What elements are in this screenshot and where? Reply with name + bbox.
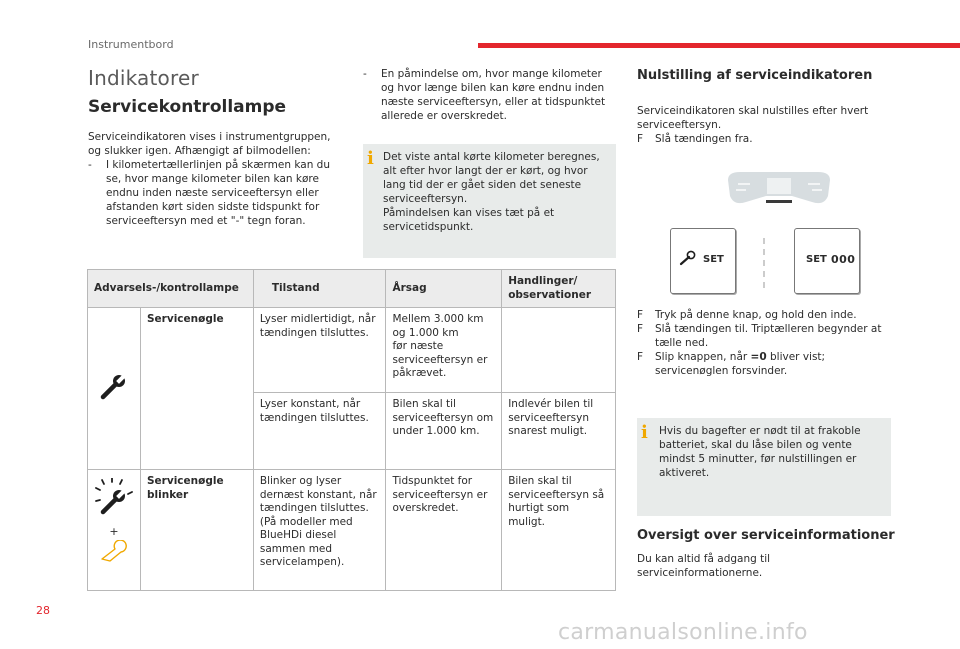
reset-steps <box>637 308 907 378</box>
flashing-wrench-icon <box>94 478 134 518</box>
step-item <box>637 350 907 364</box>
set-button-display[interactable] <box>794 228 860 294</box>
bullet-line: næste serviceeftersyn, eller at tidspunktet <box>381 96 606 108</box>
info-line: alt efter hvor langt der er kørt, og hvor <box>383 165 588 177</box>
bullet-item <box>88 158 348 172</box>
info-icon: i <box>367 148 374 169</box>
reminder-bullet <box>363 67 618 123</box>
wrench-icon <box>99 371 129 401</box>
info-line: Det viste antal kørte kilometer beregnes, <box>383 151 600 163</box>
state-service-wrench: Servicenøgle <box>141 308 254 470</box>
bullet-line: endnu inden næste serviceeftersyn eller <box>106 187 319 199</box>
step-text: Tryk på denne knap, og hold den inde. <box>655 309 857 321</box>
state-wrench-flashing: Servicenøgle blinker <box>141 470 254 591</box>
overview-line: serviceinformationerne. <box>637 567 763 579</box>
divider-dashed <box>762 238 766 288</box>
overview-line: Du kan altid få adgang til <box>637 553 771 565</box>
action-cell: Indlevér bilen til serviceeftersyn snarest muligt. <box>502 393 616 470</box>
cause-cell: Mellem 3.000 km og 1.000 km før næste serviceeftersyn er påkrævet. <box>386 308 502 393</box>
bullet-line: afstanden kørt siden sidste tidspunkt for <box>106 201 320 213</box>
overview-heading: Oversigt over serviceinformationer <box>637 528 895 543</box>
info-box-battery <box>637 418 891 516</box>
info-line: Påmindelsen kan vises tæt på et <box>383 207 555 219</box>
intro-paragraph <box>88 130 348 228</box>
step-text: servicenøglen forsvinder. <box>655 365 788 377</box>
col-header-lamp: Advarsels-/kontrollampe <box>88 270 254 308</box>
info-icon: i <box>641 422 648 443</box>
instrument-cluster-illustration <box>724 170 834 210</box>
step-marker: F <box>637 309 644 321</box>
condition-cell: Lyser konstant, når tændingen tilsluttes. <box>253 393 386 470</box>
info-line: lang tid der er gået siden det seneste <box>383 179 582 191</box>
step-text-part: Slip knappen, når <box>655 351 751 363</box>
bullet-line: se, hvor mange kilometer bilen kan køre <box>106 173 319 185</box>
set-label: SET <box>703 254 724 265</box>
set-button-trip[interactable] <box>670 228 736 294</box>
bullet-line: I kilometertællerlinjen på skærmen kan du <box>106 159 331 171</box>
lamp-icon-cell <box>88 470 141 591</box>
bullet-line: En påmindelse om, hvor mange kilometer <box>381 68 602 80</box>
trip-digits: 000 <box>831 253 856 266</box>
page-title: Indikatorer <box>88 66 199 90</box>
bullet-line: serviceeftersyn med et "-" tegn foran. <box>106 215 306 227</box>
page-subtitle: Servicekontrollampe <box>88 97 287 117</box>
info-line: batteriet, skal du låse bilen og vente <box>659 439 852 451</box>
bullet-dash: - <box>88 159 92 171</box>
plus-sign: + <box>109 524 119 538</box>
table-row <box>88 470 616 591</box>
step-marker: F <box>637 323 644 335</box>
action-cell <box>502 308 616 393</box>
condition-cell: Blinker og lyser dernæst konstant, når tændingen tilsluttes. (På modeller med BlueHDi diesel sammen med servicelampen). <box>253 470 386 591</box>
step-text-bold: =0 <box>750 351 767 363</box>
reset-intro <box>637 104 897 146</box>
info-line: Hvis du bagefter er nødt til at frakoble <box>659 425 861 437</box>
col-header-cause: Årsag <box>386 270 502 308</box>
info-line: aktiveret. <box>659 467 710 479</box>
intro-line: Serviceindikatoren vises i instrumentgruppen, <box>88 131 331 143</box>
set-label: SET <box>806 254 827 265</box>
step-text-part: bliver vist; <box>766 351 826 363</box>
step-marker: F <box>637 351 644 363</box>
table-header-row <box>88 270 616 308</box>
step-text: Slå tændingen fra. <box>655 133 753 145</box>
lamp-icon-cell <box>88 308 141 470</box>
watermark-text: carmanualsonline.info <box>558 620 808 645</box>
warning-lamp-table <box>87 269 616 591</box>
cause-cell: Bilen skal til serviceeftersyn om under 1.000 km. <box>386 393 502 470</box>
bullet-line: allerede er overskredet. <box>381 110 507 122</box>
step-text: tælle ned. <box>655 337 709 349</box>
step-item <box>637 132 897 146</box>
section-header: Instrumentbord <box>88 38 174 51</box>
table-row <box>88 308 616 393</box>
step-text <box>655 350 825 364</box>
cause-cell: Tidspunktet for serviceeftersyn er overskredet. <box>386 470 502 591</box>
col-header-state: Tilstand <box>253 270 386 308</box>
reset-intro-line: Serviceindikatoren skal nulstilles efter hvert <box>637 105 869 117</box>
info-line: servicetidspunkt. <box>383 221 474 233</box>
reset-intro-line: serviceeftersyn. <box>637 119 722 131</box>
action-cell: Bilen skal til serviceeftersyn så hurtigt som muligt. <box>502 470 616 591</box>
bullet-line: og hvor længe bilen kan køre endnu inden <box>381 82 605 94</box>
step-text: Slå tændingen til. Triptælleren begynder at <box>655 323 882 335</box>
info-text <box>383 150 613 234</box>
page-number: 28 <box>36 604 50 617</box>
wrench-icon <box>679 250 697 266</box>
info-line: serviceeftersyn. <box>383 193 468 205</box>
wrench-outline-icon <box>99 540 129 562</box>
overview-text <box>637 552 897 580</box>
info-line: mindst 5 minutter, før nulstillingen er <box>659 453 857 465</box>
bullet-dash: - <box>363 68 367 80</box>
step-item <box>637 308 907 322</box>
intro-line: og slukker igen. Afhængigt af bilmodellen: <box>88 145 311 157</box>
info-text <box>659 424 889 480</box>
step-marker: F <box>637 133 644 145</box>
step-item <box>637 322 907 336</box>
condition-cell: Lyser midlertidigt, når tændingen tilsluttes. <box>253 308 386 393</box>
info-box-mileage <box>363 144 616 258</box>
col-header-actions: Handlinger/ observationer <box>502 270 616 308</box>
header-accent-bar <box>478 43 960 48</box>
reset-heading: Nulstilling af serviceindikatoren <box>637 68 873 83</box>
bullet-item <box>363 67 618 81</box>
